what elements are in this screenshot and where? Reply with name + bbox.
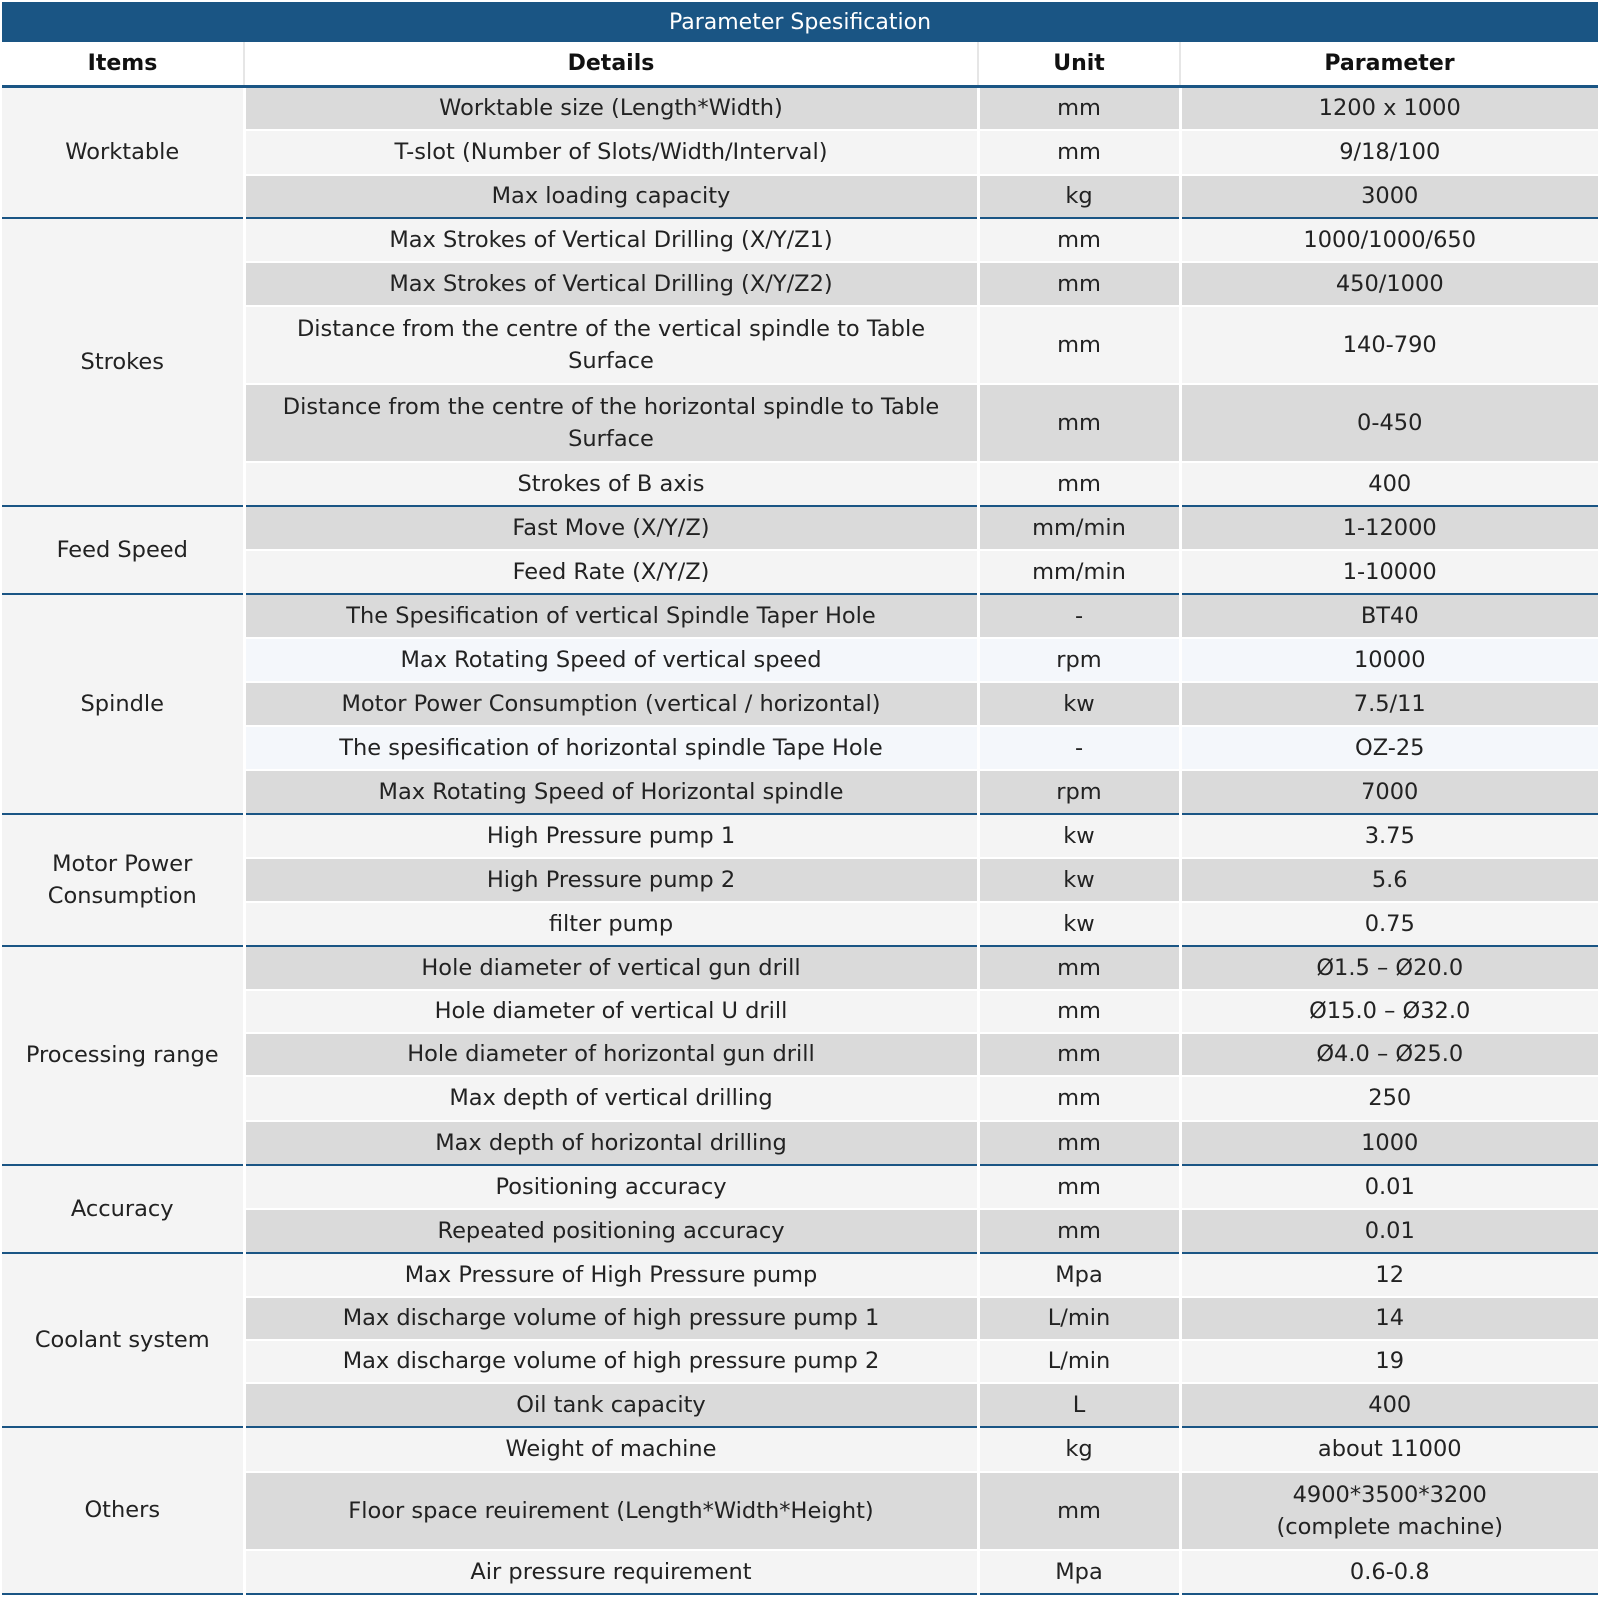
unit-cell: L/min <box>978 1297 1180 1340</box>
parameter-cell: 4900*3500*3200 (complete machine) <box>1180 1472 1598 1550</box>
unit-cell: kg <box>978 1427 1180 1472</box>
details-cell: Floor space reuirement (Length*Width*Height) <box>244 1472 978 1550</box>
parameter-cell: Ø1.5 – Ø20.0 <box>1180 946 1598 990</box>
unit-cell: mm <box>978 1209 1180 1253</box>
table-row <box>2 1427 1598 1472</box>
table-row <box>2 594 1598 638</box>
unit-cell: mm <box>978 384 1180 462</box>
parameter-cell: Ø15.0 – Ø32.0 <box>1180 990 1598 1033</box>
table-row <box>2 506 1598 550</box>
details-cell: The Spesification of vertical Spindle Taper Hole <box>244 594 978 638</box>
unit-cell: kg <box>978 175 1180 218</box>
unit-cell: mm <box>978 306 1180 384</box>
details-cell: Max depth of horizontal drilling <box>244 1121 978 1165</box>
parameter-cell: 400 <box>1180 1383 1598 1427</box>
parameter-cell: 1000 <box>1180 1121 1598 1165</box>
table-row <box>2 946 1598 990</box>
unit-cell: L <box>978 1383 1180 1427</box>
details-cell: High Pressure pump 1 <box>244 814 978 858</box>
unit-cell: rpm <box>978 770 1180 814</box>
parameter-cell: 0-450 <box>1180 384 1598 462</box>
details-cell: Fast Move (X/Y/Z) <box>244 506 978 550</box>
group-item-label: Spindle <box>2 594 244 814</box>
table-row <box>2 218 1598 262</box>
unit-cell: - <box>978 726 1180 770</box>
details-cell: Weight of machine <box>244 1427 978 1472</box>
details-cell: Max loading capacity <box>244 175 978 218</box>
unit-cell: rpm <box>978 638 1180 682</box>
details-cell: Motor Power Consumption (vertical / horizontal) <box>244 682 978 726</box>
details-cell: Repeated positioning accuracy <box>244 1209 978 1253</box>
table-row <box>2 814 1598 858</box>
details-cell: Strokes of B axis <box>244 462 978 506</box>
details-cell: Max discharge volume of high pressure pump 1 <box>244 1297 978 1340</box>
group-item-label: Feed Speed <box>2 506 244 594</box>
details-cell: Max Pressure of High Pressure pump <box>244 1253 978 1297</box>
parameter-cell: 140-790 <box>1180 306 1598 384</box>
unit-cell: mm <box>978 87 1180 130</box>
details-cell: Max Strokes of Vertical Drilling (X/Y/Z2) <box>244 262 978 306</box>
unit-cell: Mpa <box>978 1253 1180 1297</box>
unit-cell: mm <box>978 1165 1180 1209</box>
details-cell: Max depth of vertical drilling <box>244 1076 978 1121</box>
group-item-label: Motor Power Consumption <box>2 814 244 946</box>
unit-cell: kw <box>978 814 1180 858</box>
parameter-cell: 19 <box>1180 1340 1598 1383</box>
unit-cell: mm <box>978 218 1180 262</box>
details-cell: High Pressure pump 2 <box>244 858 978 902</box>
parameter-cell: 9/18/100 <box>1180 130 1598 175</box>
details-cell: Hole diameter of vertical U drill <box>244 990 978 1033</box>
unit-cell: mm <box>978 1076 1180 1121</box>
parameter-cell: 400 <box>1180 462 1598 506</box>
details-cell: Positioning accuracy <box>244 1165 978 1209</box>
details-cell: Hole diameter of vertical gun drill <box>244 946 978 990</box>
parameter-cell: about 11000 <box>1180 1427 1598 1472</box>
unit-cell: kw <box>978 682 1180 726</box>
unit-cell: L/min <box>978 1340 1180 1383</box>
parameter-cell: 450/1000 <box>1180 262 1598 306</box>
unit-cell: mm <box>978 262 1180 306</box>
parameter-cell: Ø4.0 – Ø25.0 <box>1180 1033 1598 1076</box>
parameter-cell: OZ-25 <box>1180 726 1598 770</box>
header-row <box>2 42 1598 87</box>
parameter-cell: 3000 <box>1180 175 1598 218</box>
header-unit: Unit <box>978 42 1180 87</box>
parameter-cell: 5.6 <box>1180 858 1598 902</box>
group-item-label: Accuracy <box>2 1165 244 1253</box>
group-item-label: Worktable <box>2 87 244 218</box>
parameter-cell: 1-10000 <box>1180 550 1598 594</box>
parameter-cell: 14 <box>1180 1297 1598 1340</box>
parameter-cell: 7000 <box>1180 770 1598 814</box>
unit-cell: kw <box>978 858 1180 902</box>
parameter-cell: 1000/1000/650 <box>1180 218 1598 262</box>
unit-cell: - <box>978 594 1180 638</box>
details-cell: Max discharge volume of high pressure pump 2 <box>244 1340 978 1383</box>
details-cell: Worktable size (Length*Width) <box>244 87 978 130</box>
group-item-label: Coolant system <box>2 1253 244 1427</box>
parameter-cell: 1-12000 <box>1180 506 1598 550</box>
details-cell: Max Rotating Speed of vertical speed <box>244 638 978 682</box>
parameter-cell: 0.6-0.8 <box>1180 1550 1598 1594</box>
details-cell: Distance from the centre of the vertical spindle to Table Surface <box>244 306 978 384</box>
group-item-label: Strokes <box>2 218 244 506</box>
unit-cell: mm <box>978 990 1180 1033</box>
parameter-cell: 1200 x 1000 <box>1180 87 1598 130</box>
details-cell: The spesification of horizontal spindle Tape Hole <box>244 726 978 770</box>
unit-cell: mm <box>978 946 1180 990</box>
header-items: Items <box>2 42 244 87</box>
parameter-cell: 0.01 <box>1180 1165 1598 1209</box>
unit-cell: mm/min <box>978 506 1180 550</box>
table-row <box>2 1253 1598 1297</box>
details-cell: filter pump <box>244 902 978 946</box>
header-parameter: Parameter <box>1180 42 1598 87</box>
unit-cell: mm <box>978 1472 1180 1550</box>
unit-cell: mm/min <box>978 550 1180 594</box>
table-row <box>2 87 1598 130</box>
details-cell: Distance from the centre of the horizontal spindle to Table Surface <box>244 384 978 462</box>
parameter-cell: 0.01 <box>1180 1209 1598 1253</box>
details-cell: Oil tank capacity <box>244 1383 978 1427</box>
unit-cell: kw <box>978 902 1180 946</box>
parameter-cell: 7.5/11 <box>1180 682 1598 726</box>
group-item-label: Processing range <box>2 946 244 1165</box>
parameter-cell: 12 <box>1180 1253 1598 1297</box>
parameter-cell: 3.75 <box>1180 814 1598 858</box>
table-title: Parameter Spesification <box>2 2 1598 42</box>
parameter-cell: BT40 <box>1180 594 1598 638</box>
parameter-cell: 250 <box>1180 1076 1598 1121</box>
spec-table <box>2 42 1598 1595</box>
group-item-label: Others <box>2 1427 244 1594</box>
parameter-cell: 10000 <box>1180 638 1598 682</box>
unit-cell: mm <box>978 462 1180 506</box>
details-cell: Max Rotating Speed of Horizontal spindle <box>244 770 978 814</box>
parameter-cell: 0.75 <box>1180 902 1598 946</box>
unit-cell: mm <box>978 1033 1180 1076</box>
details-cell: Feed Rate (X/Y/Z) <box>244 550 978 594</box>
unit-cell: Mpa <box>978 1550 1180 1594</box>
details-cell: Max Strokes of Vertical Drilling (X/Y/Z1) <box>244 218 978 262</box>
details-cell: Hole diameter of horizontal gun drill <box>244 1033 978 1076</box>
table-row <box>2 1165 1598 1209</box>
header-details: Details <box>244 42 978 87</box>
details-cell: Air pressure requirement <box>244 1550 978 1594</box>
details-cell: T-slot (Number of Slots/Width/Interval) <box>244 130 978 175</box>
unit-cell: mm <box>978 1121 1180 1165</box>
unit-cell: mm <box>978 130 1180 175</box>
